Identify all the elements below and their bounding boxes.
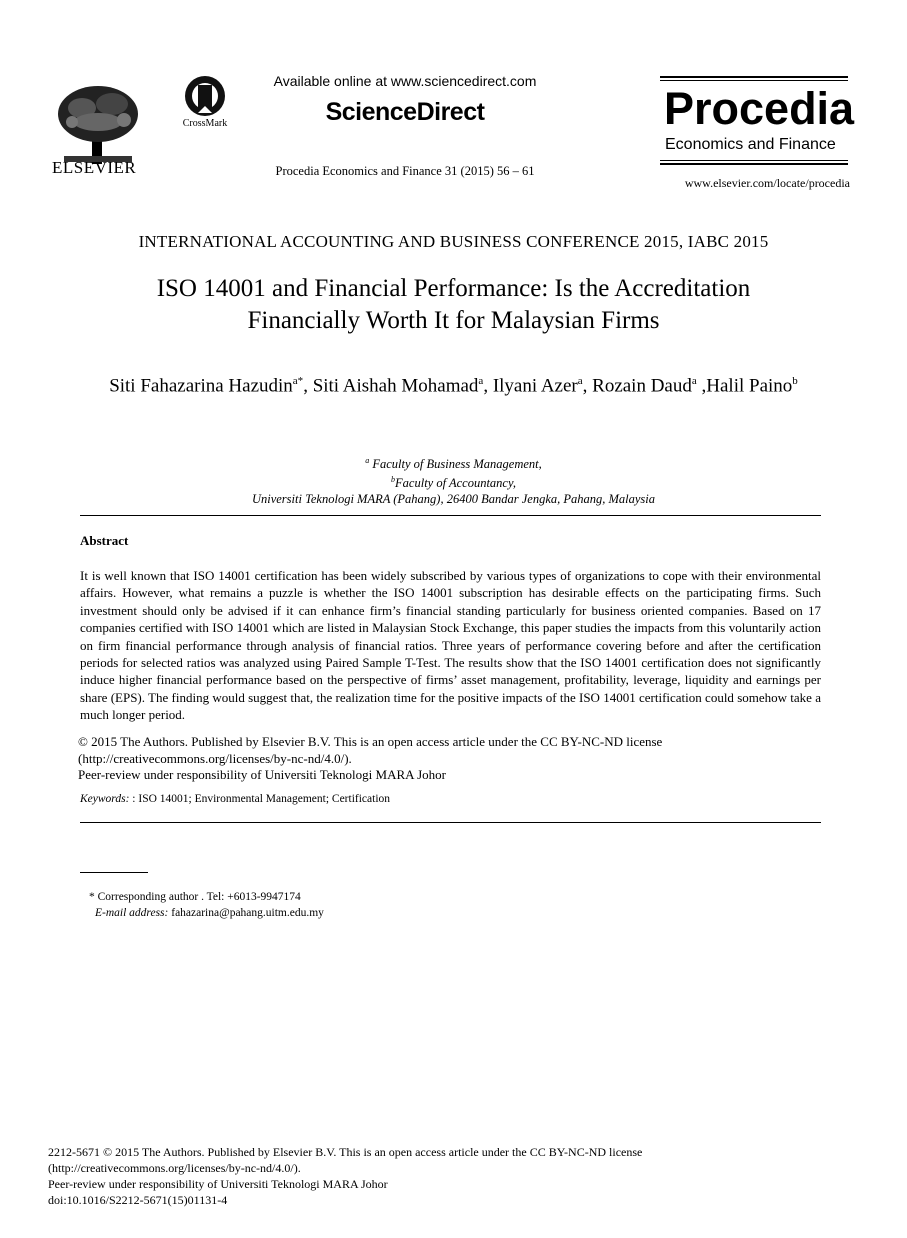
affil-mark: a [365,456,370,465]
affiliation-text: Faculty of Accountancy, [395,476,516,491]
procedia-rule [660,163,848,165]
author-affil-mark: a [577,375,583,387]
author-sep: , [696,375,707,397]
available-online-link[interactable]: Available online at www.sciencedirect.com [273,73,537,89]
keywords [80,793,821,805]
author-list [80,365,827,402]
affiliation-line: Universiti Teknologi MARA (Pahang), 26400 Bandar Jengka, Pahang, Malaysia [251,492,656,507]
author-sep: , [483,375,493,397]
footer-license-link[interactable]: (http://creativecommons.org/licenses/by-nc-nd/4.0/). [48,1161,301,1175]
footnote-rule [80,872,148,873]
footer-peer-review: Peer-review under responsibility of Universiti Teknologi MARA Johor [48,1177,388,1191]
email-line [89,905,324,921]
procedia-url-link[interactable]: www.elsevier.com/locate/procedia [684,176,850,190]
conference-name: INTERNATIONAL ACCOUNTING AND BUSINESS CONFERENCE 2015, IABC 2015 [138,232,769,251]
author-affil-mark: b [792,375,798,387]
author-name: Rozain Daud [592,375,692,397]
abstract-heading: Abstract [80,533,129,548]
procedia-subtitle: Economics and Finance [665,136,836,153]
author-name: Siti Fahazarina Hazudin [109,375,293,397]
corresponding-author: * Corresponding author . Tel: +6013-9947174 [89,891,301,903]
page-footer [48,1144,848,1208]
affiliation-line [80,453,827,472]
footnote [89,889,324,921]
abstract-body: It is well known that ISO 14001 certification has been widely subscribed by various types of organizations to cope with their environmental affairs. However, what remains a puzzle is whether the ISO 14001 subscription has desirable effects on the participating firms. Such investment should only be advised if it can enhance firm’s financial standing particularly for business oriented companies. Based on 17 companies certified with ISO 14001 which are listed in Malaysian Stock Exchange, this paper studies the impacts from this voluntarily action on firm financial performance through analysis of financial ratios. Three years of performance covering before and after the certification periods for selected ratios was analyzed using Paired Sample T-Test. The results show that the ISO 14001 certification does not significantly induce higher financial performance based on the perspective of firms’ asset management, profitability, leverage, liquidity and earnings per share (EPS). The finding would suggest that, the realization time for the positive impacts of the ISO 14001 certification could somehow take a much longer period. [80,568,821,723]
author-affil-mark: a [478,375,484,387]
author-sep: , [303,375,313,397]
license-link[interactable]: (http://creativecommons.org/licenses/by-nc-nd/4.0/). [78,750,352,766]
journal-reference: Procedia Economics and Finance 31 (2015) 56 – 61 [275,164,535,178]
author-affil-mark: a* [292,375,304,387]
author-name: Siti Aishah Mohamad [312,375,479,397]
affil-mark: b [391,475,396,485]
section-divider [80,515,821,516]
procedia-rule [660,80,848,81]
affiliation-line [80,472,827,491]
author-sep: , [582,375,593,397]
footer-license: 2212-5671 © 2015 The Authors. Published by Elsevier B.V. This is an open access article under the CC BY-NC-ND license [48,1145,643,1159]
email-label: E-mail address: [95,907,169,919]
elsevier-wordmark: ELSEVIER [52,158,137,177]
doi[interactable]: doi:10.1016/S2212-5671(15)01131-4 [48,1193,228,1207]
sciencedirect-logo: ScienceDirect [325,98,485,126]
keywords-sep: : [129,793,139,805]
procedia-rule [660,160,848,161]
copyright-line: © 2015 The Authors. Published by Elsevier B.V. This is an open access article under the CC BY-NC-ND license [78,734,663,749]
affiliation-text: Faculty of Business Management, [369,457,542,472]
keywords-label: Keywords: [80,793,130,805]
affiliations [80,453,827,507]
peer-review-line: Peer-review under responsibility of Universiti Teknologi MARA Johor [78,767,446,782]
title-line: ISO 14001 and Financial Performance: Is the Accreditation [156,275,751,302]
crossmark-label: CrossMark [182,118,228,129]
title-line: Financially Worth It for Malaysian Firms [247,307,660,334]
keywords-text: ISO 14001; Environmental Management; Certification [138,793,391,805]
author-affil-mark: a [691,375,697,387]
paper-title [80,273,827,337]
author-name: Halil Paino [706,375,793,397]
procedia-rule [660,76,848,78]
author-name: Ilyani Azer [492,375,578,397]
copyright-notice [78,734,819,784]
procedia-logo: Procedia [664,83,855,134]
email-address[interactable]: fahazarina@pahang.uitm.edu.my [168,907,324,919]
section-divider [80,822,821,823]
